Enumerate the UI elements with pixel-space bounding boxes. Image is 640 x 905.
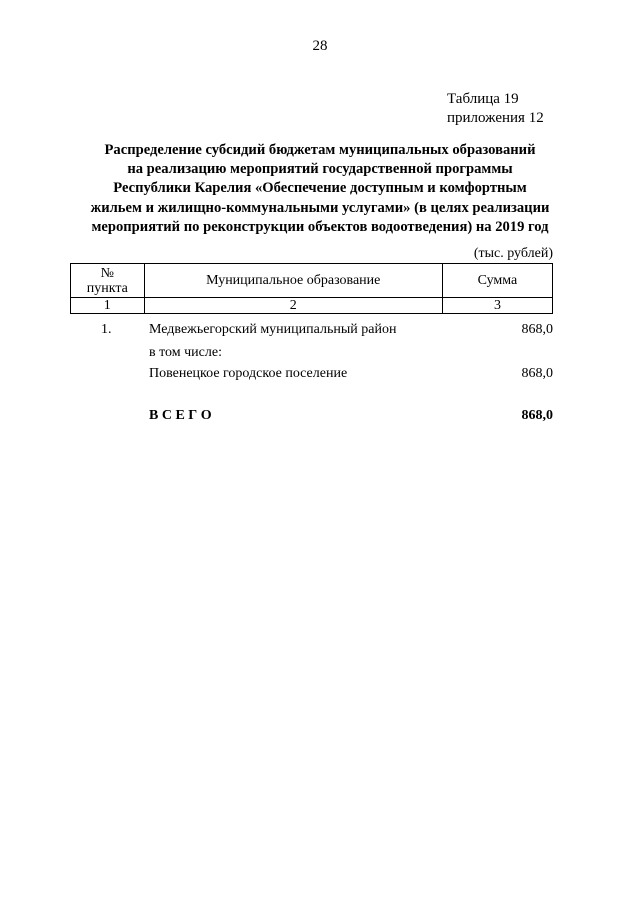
table-reference-line-2: приложения 12: [447, 110, 544, 126]
column-number-2: 2: [144, 298, 442, 314]
units-label: (тыс. рублей): [473, 246, 553, 261]
title-line-3: Республики Карелия «Обеспечение доступным и комфортным: [113, 180, 527, 197]
row-2-name: в том числе:: [149, 345, 222, 360]
page-number: 28: [312, 38, 328, 54]
total-label: В С Е Г О: [149, 408, 212, 423]
row-1-number: 1.: [101, 322, 112, 337]
title-line-4: жильем и жилищно-коммунальными услугами» (в целях реализации: [90, 199, 550, 216]
table-reference: [447, 90, 544, 128]
row-1-sum: 868,0: [521, 322, 553, 337]
header-number: [71, 264, 145, 298]
row-1-name: Медвежьегорский муниципальный район: [149, 322, 397, 337]
header-number-line-2: пункта: [86, 280, 128, 296]
header-municipality: Муниципальное образование: [144, 264, 442, 298]
title-line-5: мероприятий по реконструкции объектов водоотведения) на 2019 год: [91, 218, 549, 235]
title-line-1: Распределение субсидий бюджетам муниципальных образований: [104, 142, 536, 158]
row-3-sum: 868,0: [521, 366, 553, 381]
row-3-name: Повенецкое городское поселение: [149, 366, 348, 381]
header-sum: Сумма: [442, 264, 552, 298]
table-reference-line-1: Таблица 19: [447, 91, 519, 107]
document-title: [60, 141, 580, 237]
subsidy-table-header: [70, 263, 553, 314]
total-sum: 868,0: [521, 408, 553, 423]
header-number-line-1: №: [100, 265, 114, 281]
column-number-1: 1: [71, 298, 145, 314]
header-row: [71, 264, 553, 298]
column-number-3: 3: [442, 298, 552, 314]
title-line-2: на реализацию мероприятий государственной программы: [127, 161, 513, 178]
column-number-row: [71, 298, 553, 314]
